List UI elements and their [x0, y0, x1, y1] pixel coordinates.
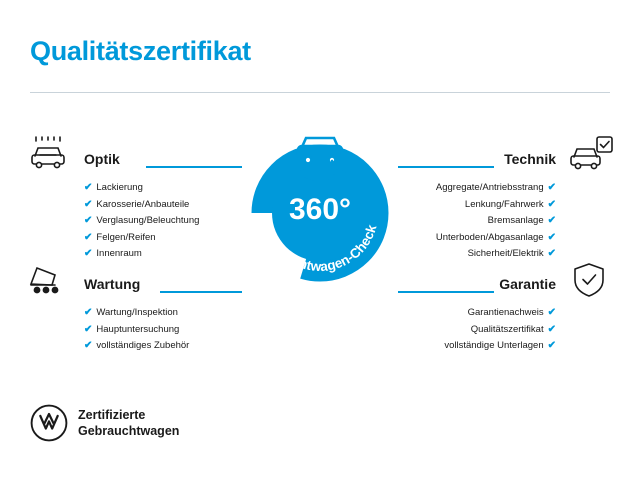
checklist-optik: [84, 180, 244, 263]
list-item-label: Felgen/Reifen: [96, 231, 156, 243]
check-icon: ✔: [84, 182, 93, 193]
page-title: Qualitätszertifikat: [30, 36, 251, 66]
list-item-label: Aggregate/Antriebsstrang: [435, 182, 544, 193]
car-checklist-icon: [570, 136, 614, 175]
section-heading-optik: Optik: [84, 151, 120, 167]
list-item: [396, 213, 556, 230]
section-heading-wartung: Wartung: [84, 276, 141, 292]
check-icon: ✔: [84, 323, 93, 335]
list-item-label: Lackierung: [96, 182, 143, 193]
footer-line-2: Gebrauchtwagen: [78, 424, 180, 438]
list-item: [84, 338, 254, 355]
list-item: [396, 246, 556, 263]
list-item: [396, 230, 556, 247]
list-item-label: vollständiges Zubehör: [96, 340, 190, 351]
check-icon: ✔: [84, 198, 93, 210]
list-item-label: Qualitätszertifikat: [470, 323, 544, 335]
badge-curved-text: Gebrauchtwagen-Check: [260, 222, 380, 275]
checklist-wartung: [84, 305, 254, 355]
section-rule-garantie: [398, 291, 494, 293]
footer-line-1: Zertifizierte: [78, 408, 146, 422]
list-item: [84, 322, 254, 339]
check-icon: ✔: [84, 340, 93, 351]
check-icon: ✔: [547, 198, 556, 210]
badge-degrees: 360°: [288, 193, 352, 226]
vw-logo-icon: [30, 404, 68, 442]
check-icon: ✔: [547, 323, 556, 335]
list-item: [84, 246, 244, 263]
check-icon: ✔: [547, 231, 556, 243]
shield-check-icon: [572, 262, 606, 303]
list-item: [396, 197, 556, 214]
list-item: [84, 180, 244, 197]
footer-brand: [30, 404, 179, 442]
section-heading-garantie: Garantie: [499, 276, 556, 292]
checklist-technik: [396, 180, 556, 263]
list-item-label: Wartung/Inspektion: [96, 307, 178, 318]
list-item: [84, 213, 244, 230]
section-rule-technik: [398, 166, 494, 168]
list-item: [396, 180, 556, 197]
check-icon: ✔: [84, 248, 93, 259]
check-icon: ✔: [547, 182, 556, 193]
list-item-label: Lenkung/Fahrwerk: [464, 198, 544, 210]
check-icon: ✔: [84, 307, 93, 318]
list-item: [84, 305, 254, 322]
check-icon: ✔: [547, 307, 556, 318]
check-icon: ✔: [84, 215, 93, 226]
list-item-label: Karosserie/Anbauteile: [96, 198, 190, 210]
list-item-label: Sicherheit/Elektrik: [467, 248, 544, 259]
list-item: [386, 305, 556, 322]
list-item: [84, 197, 244, 214]
check-icon: ✔: [84, 231, 93, 243]
list-item: [386, 322, 556, 339]
title-divider: [30, 92, 610, 93]
section-heading-technik: Technik: [504, 151, 556, 167]
list-item: [84, 230, 244, 247]
list-item-label: Garantienachweis: [467, 307, 544, 318]
list-item-label: Unterboden/Abgasanlage: [435, 231, 544, 243]
list-item-label: Verglasung/Beleuchtung: [96, 215, 200, 226]
check-icon: ✔: [547, 215, 556, 226]
footer-text: [78, 407, 179, 439]
check-icon: ✔: [547, 248, 556, 259]
check-icon: ✔: [547, 340, 556, 351]
list-item: [386, 338, 556, 355]
list-item-label: Hauptuntersuchung: [96, 323, 180, 335]
list-item-label: Bremsanlage: [487, 215, 544, 226]
checklist-garantie: [386, 305, 556, 355]
list-item-label: Innenraum: [96, 248, 142, 259]
list-item-label: vollständige Unterlagen: [444, 340, 544, 351]
badge-360-check: [240, 125, 400, 285]
